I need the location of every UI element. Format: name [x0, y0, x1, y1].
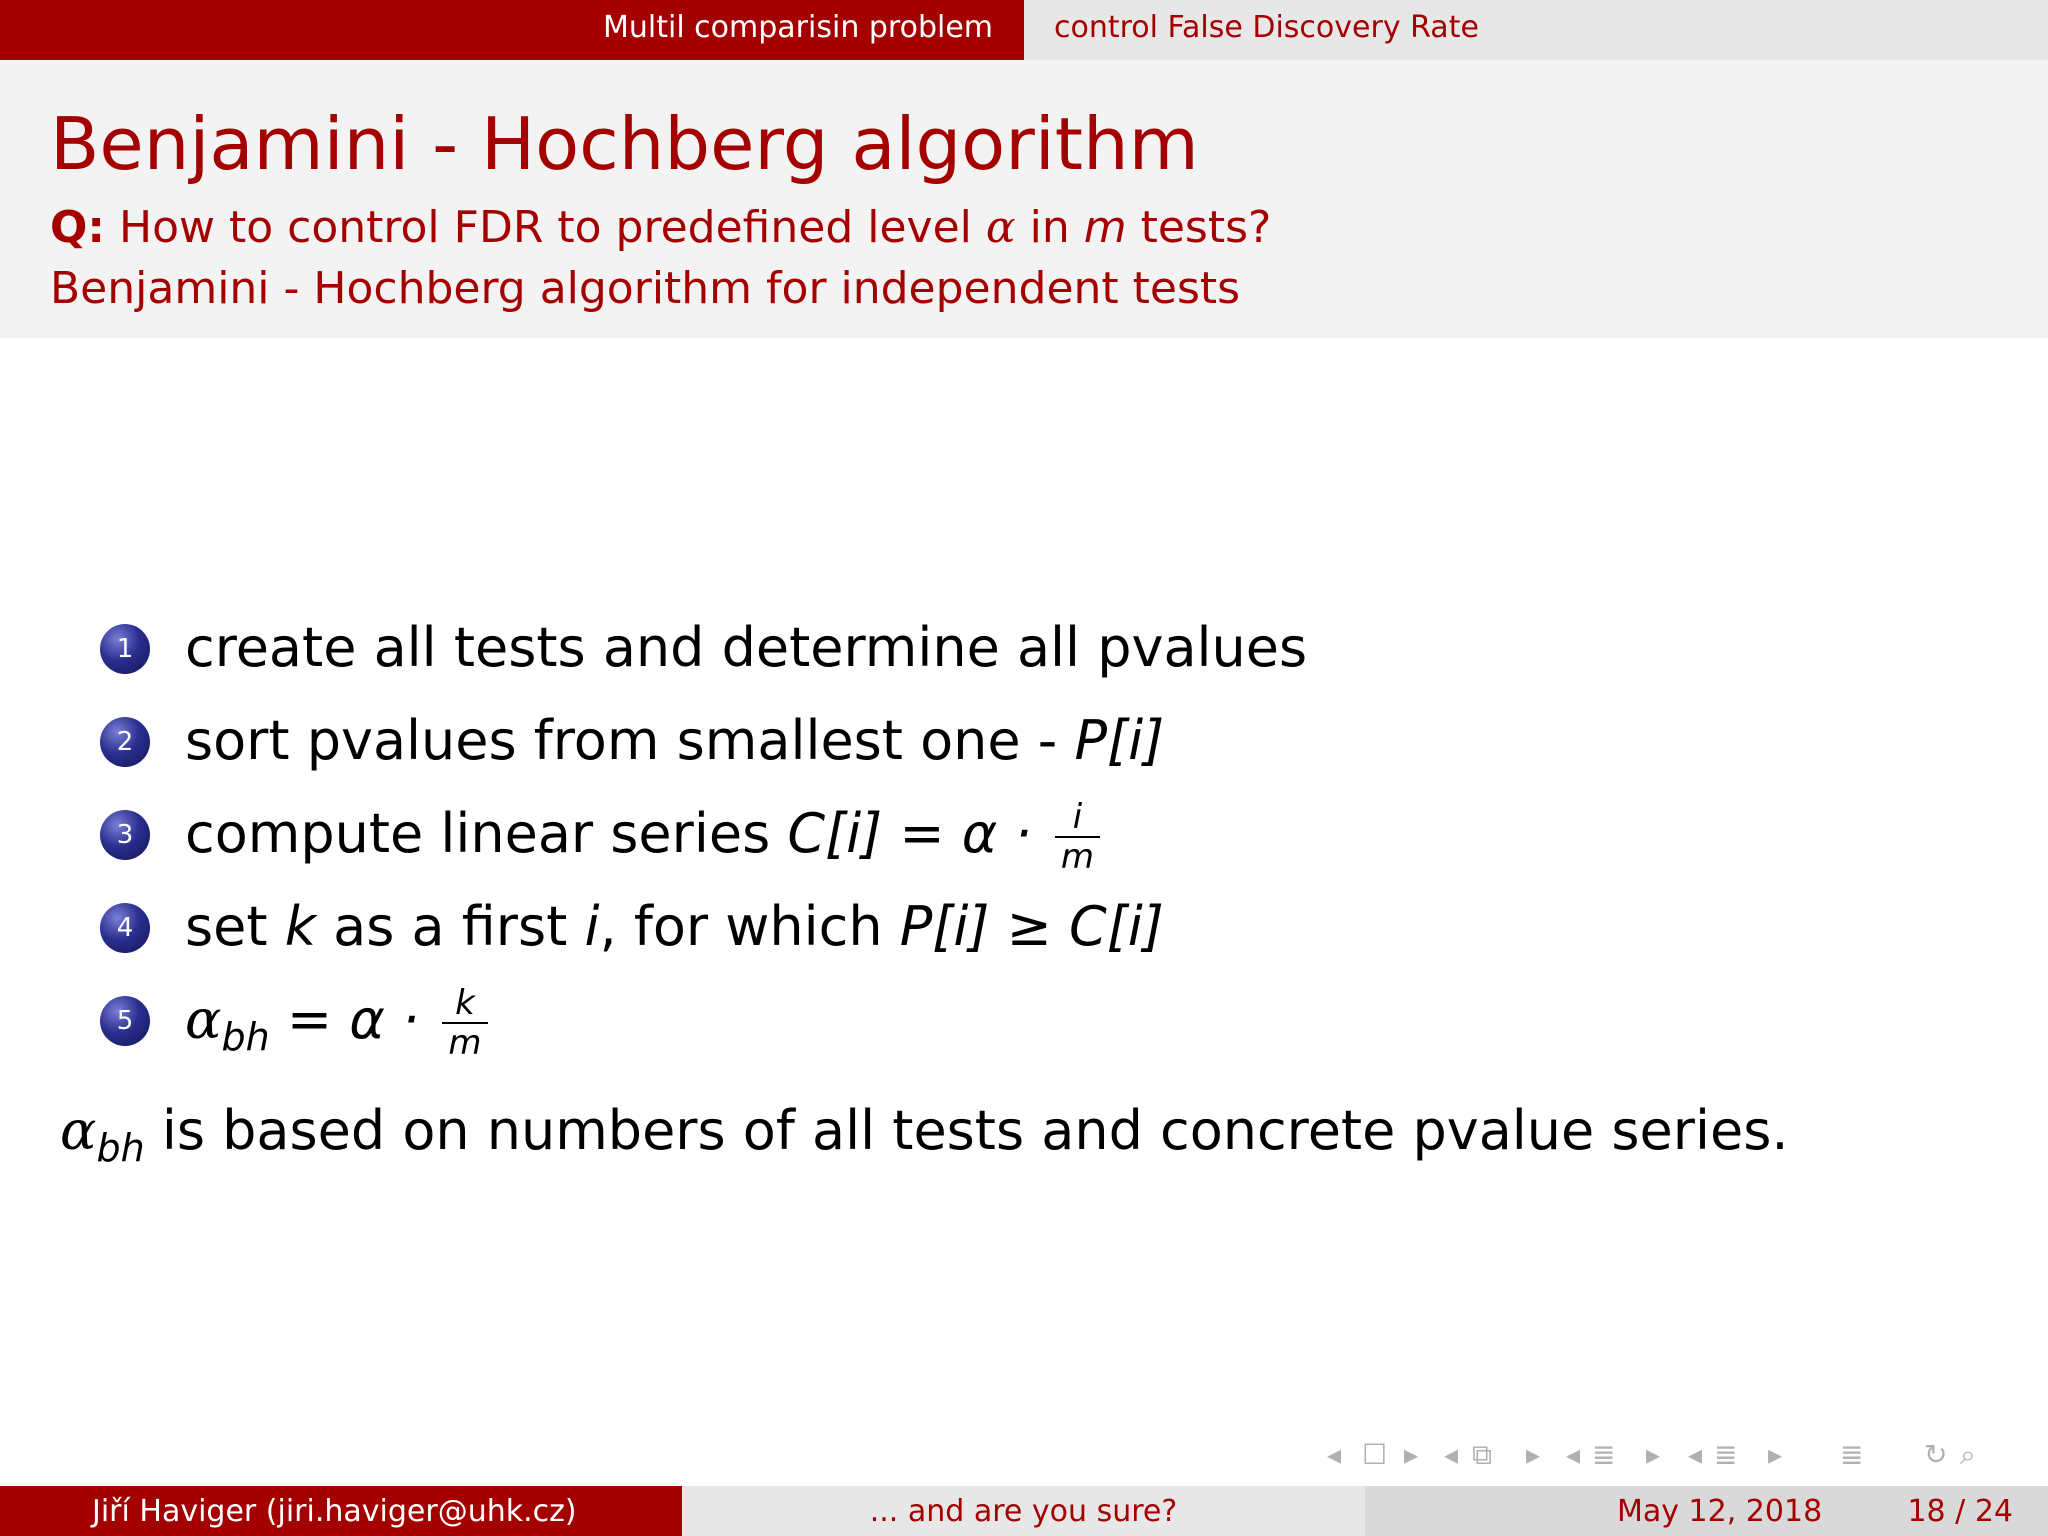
- step-text: [185, 891, 1164, 963]
- step-text: [185, 984, 488, 1062]
- align-icon[interactable]: ≣: [1714, 1438, 1738, 1471]
- step-3-math: C[i] = α ·: [787, 802, 1032, 865]
- frame-icon[interactable]: ☐: [1362, 1438, 1388, 1471]
- conclusion-body: is based on numbers of all tests and concrete pvalue series.: [144, 1099, 1789, 1162]
- arrow-right-icon[interactable]: ▸: [1404, 1438, 1419, 1471]
- step-number-badge: 3: [100, 810, 150, 860]
- step-text: create all tests and determine all pvalues: [185, 616, 1308, 679]
- arrow-right-icon[interactable]: ▸: [1646, 1438, 1661, 1471]
- fraction-denominator: m: [448, 1023, 482, 1064]
- footer-author: Jiří Haviger (jiri.haviger@uhk.cz): [92, 1494, 577, 1529]
- fraction-denominator: m: [1060, 837, 1095, 878]
- step-text: [185, 798, 1100, 876]
- fraction: [442, 984, 487, 1062]
- slide-subtitle: Benjamini - Hochberg algorithm for independent tests: [50, 263, 1241, 314]
- section-icon[interactable]: ≣: [1592, 1438, 1616, 1471]
- step-3-text: compute linear series: [185, 802, 788, 865]
- step-4-i: i: [584, 895, 600, 958]
- step-4-text-c: , for which: [599, 895, 900, 958]
- step-4-math: P[i] ≥ C[i]: [899, 895, 1164, 958]
- step-2-text: sort pvalues from smallest one -: [185, 709, 1075, 772]
- question-alpha: α: [985, 202, 1016, 253]
- conclusion-text: [60, 1095, 1789, 1172]
- step-5-math: = α ·: [269, 988, 420, 1051]
- question-prefix: Q:: [50, 202, 105, 253]
- arrow-right-icon[interactable]: ▸: [1526, 1438, 1541, 1471]
- step-number-badge: 2: [100, 717, 150, 767]
- footer-title-block: [682, 1486, 1365, 1536]
- arrow-left-icon[interactable]: ◂: [1327, 1438, 1342, 1471]
- conclusion-subscript: bh: [96, 1126, 145, 1170]
- conclusion-alpha: α: [60, 1099, 97, 1162]
- step-5-subscript: bh: [221, 1015, 270, 1059]
- step-text: [185, 705, 1164, 777]
- footer-author-block: [0, 1486, 682, 1536]
- slide-title: Benjamini - Hochberg algorithm: [50, 102, 1199, 186]
- navigation-symbols: [1320, 1438, 2040, 1478]
- fraction-numerator: i: [1055, 798, 1100, 838]
- subsection-icon[interactable]: ⧉: [1472, 1438, 1492, 1471]
- fraction-numerator: k: [442, 984, 487, 1024]
- step-4-k: k: [284, 895, 316, 958]
- question-text-3: tests?: [1140, 202, 1272, 253]
- page-number: 18 / 24: [1907, 1494, 2013, 1529]
- step-4-text-a: set: [185, 895, 285, 958]
- footer-short-title: ... and are you sure?: [869, 1494, 1178, 1529]
- step-5-alpha: α: [185, 988, 222, 1051]
- fraction: [1055, 798, 1100, 876]
- subsection-label: control False Discovery Rate: [1054, 10, 1479, 45]
- step-number-badge: 4: [100, 903, 150, 953]
- step-number-badge: 1: [100, 624, 150, 674]
- footer-bar: [0, 1486, 2048, 1536]
- step-4-text-b: as a first: [315, 895, 585, 958]
- arrow-left-icon[interactable]: ◂: [1566, 1438, 1581, 1471]
- loop-icon[interactable]: ↻: [1924, 1438, 1948, 1471]
- question-text-1: How to control FDR to predefined level: [119, 202, 972, 253]
- section-label: Multil comparisin problem: [602, 10, 993, 45]
- arrow-left-icon[interactable]: ◂: [1688, 1438, 1703, 1471]
- align-icon[interactable]: ≣: [1840, 1438, 1864, 1471]
- footer-date: May 12, 2018: [1617, 1494, 1823, 1529]
- arrow-left-icon[interactable]: ◂: [1444, 1438, 1459, 1471]
- step-2-math: P[i]: [1074, 709, 1165, 772]
- step-number-badge: 5: [100, 996, 150, 1046]
- question-text-2: in: [1029, 202, 1070, 253]
- footer-date-block: [1365, 1486, 2048, 1536]
- question-m: m: [1083, 202, 1127, 253]
- search-icon[interactable]: ⌕: [1960, 1438, 1976, 1471]
- arrow-right-icon[interactable]: ▸: [1768, 1438, 1783, 1471]
